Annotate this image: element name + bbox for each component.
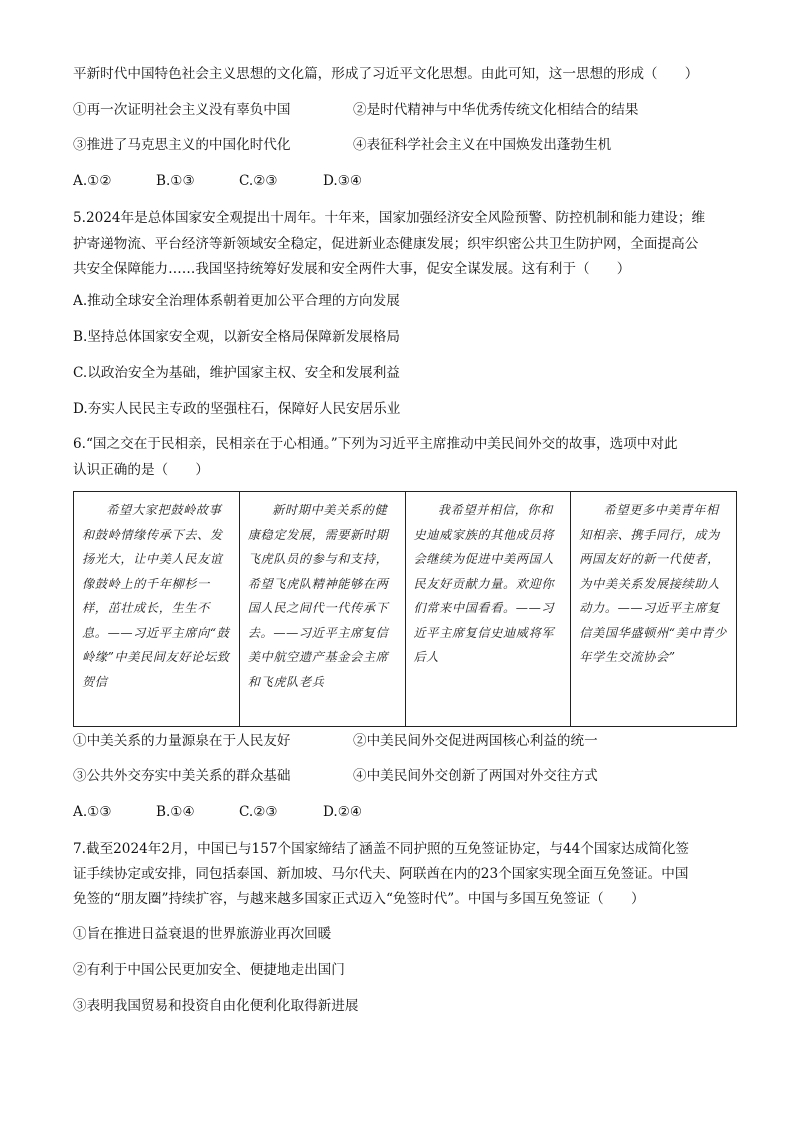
q6-option-2[interactable]: ②中美民间外交促进两国核心利益的统一 bbox=[353, 733, 598, 749]
q6-quote-table bbox=[73, 491, 737, 727]
q4-option-4[interactable]: ④表征科学社会主义在中国焕发出蓬勃生机 bbox=[353, 137, 612, 153]
q5-stem-line-2: 护寄递物流、平台经济等新领域安全稳定，促进新业态健康发展；织牢织密公共卫生防护网，全面提高公 bbox=[73, 236, 699, 252]
q6-quote-2: 新时期中美关系的健康稳定发展，需要新时期飞虎队员的参与和支持，希望飞虎队精神能够在两国人民之间代一代传承下去。——习近平主席复信美中航空遗产基金会主席和飞虎队老兵 bbox=[240, 492, 406, 726]
q7-stem-line-1: 7.截至2024年2月，中国已与157个国家缔结了涵盖不同护照的互免签证协定，与44个国家达成简化签 bbox=[73, 841, 690, 857]
q6-options-row-1 bbox=[73, 731, 733, 751]
q6-choice-b[interactable]: B.①④ bbox=[156, 804, 195, 820]
q7-option-3[interactable]: ③表明我国贸易和投资自由化便利化取得新进展 bbox=[73, 998, 359, 1014]
q5-stem-line-1: 5.2024年是总体国家安全观提出十周年。十年来，国家加强经济安全风险预警、防控机制和能力建设；维 bbox=[73, 210, 706, 226]
q4-option-3[interactable]: ③推进了马克思主义的中国化时代化 bbox=[73, 137, 291, 153]
q5-option-d[interactable]: D.夯实人民民主专政的坚强柱石，保障好人民安居乐业 bbox=[73, 401, 401, 417]
q4-option-2[interactable]: ②是时代精神与中华优秀传统文化相结合的结果 bbox=[353, 102, 639, 118]
q5-option-c[interactable]: C.以政治安全为基础，维护国家主权、安全和发展利益 bbox=[73, 365, 400, 381]
q6-option-3[interactable]: ③公共外交夯实中美关系的群众基础 bbox=[73, 768, 291, 784]
q6-choice-d[interactable]: D.②④ bbox=[323, 804, 363, 820]
q6-choice-a[interactable]: A.①③ bbox=[73, 804, 112, 820]
q6-options-row-2 bbox=[73, 766, 733, 786]
q6-option-4[interactable]: ④中美民间外交创新了两国对外交往方式 bbox=[353, 768, 598, 784]
q7-stem-line-3: 免签的“朋友圈”持续扩容，与越来越多国家正式迈入“免签时代”。中国与多国互免签证（ ） bbox=[73, 891, 645, 907]
q4-choice-b[interactable]: B.①③ bbox=[156, 173, 195, 189]
q6-choice-c[interactable]: C.②③ bbox=[239, 804, 278, 820]
q5-option-b[interactable]: B.坚持总体国家安全观，以新安全格局保障新发展格局 bbox=[73, 329, 400, 345]
q4-choice-a[interactable]: A.①② bbox=[73, 173, 112, 189]
q6-stem-line-2: 认识正确的是（ ） bbox=[73, 462, 209, 478]
q4-options-row-2 bbox=[73, 135, 733, 155]
q7-option-2[interactable]: ②有利于中国公民更加安全、便捷地走出国门 bbox=[73, 962, 345, 978]
q6-quote-1: 希望大家把鼓岭故事和鼓岭情缘传承下去、发扬光大，让中美人民友谊像鼓岭上的千年柳杉一样，茁壮成长，生生不息。——习近平主席向“鼓岭缘”中美民间友好论坛致贺信 bbox=[74, 492, 240, 726]
q4-choice-d[interactable]: D.③④ bbox=[323, 173, 363, 189]
q6-option-1[interactable]: ①中美关系的力量源泉在于人民友好 bbox=[73, 733, 291, 749]
q7-option-1[interactable]: ①旨在推进日益衰退的世界旅游业再次回暖 bbox=[73, 926, 332, 942]
q4-options-row-1 bbox=[73, 100, 733, 120]
q7-stem-line-2: 证手续协定或安排，同包括泰国、新加坡、马尔代夫、阿联酋在内的23个国家实现全面互免签证。中国 bbox=[73, 866, 689, 882]
q4-stem-tail: 平新时代中国特色社会主义思想的文化篇，形成了习近平文化思想。由此可知，这一思想的形成（ ） bbox=[73, 66, 699, 82]
q6-quote-4: 希望更多中美青年相知相亲、携手同行，成为两国友好的新一代使者，为中美关系发展接续助人动力。——习近平主席复信美国华盛顿州“美中青少年学生交流协会” bbox=[579, 503, 727, 664]
q5-stem-line-3: 共安全保障能力……我国坚持统筹好发展和安全两件大事，促安全谋发展。这有利于（ ） bbox=[73, 261, 631, 277]
q6-stem-line-1: 6.“国之交在于民相亲，民相亲在于心相通。”下列为习近平主席推动中美民间外交的故事，选项中对此 bbox=[73, 436, 678, 452]
q4-option-1[interactable]: ①再一次证明社会主义没有辜负中国 bbox=[73, 102, 291, 118]
q4-choice-c[interactable]: C.②③ bbox=[239, 173, 278, 189]
q6-quote-3: 我希望并相信，你和史迪威家族的其他成员将会继续为促进中美两国人民友好贡献力量。欢迎你们常来中国看看。——习近平主席复信史迪威将军后人 bbox=[406, 492, 572, 726]
q5-option-a[interactable]: A.推动全球安全治理体系朝着更加公平合理的方向发展 bbox=[73, 293, 400, 309]
